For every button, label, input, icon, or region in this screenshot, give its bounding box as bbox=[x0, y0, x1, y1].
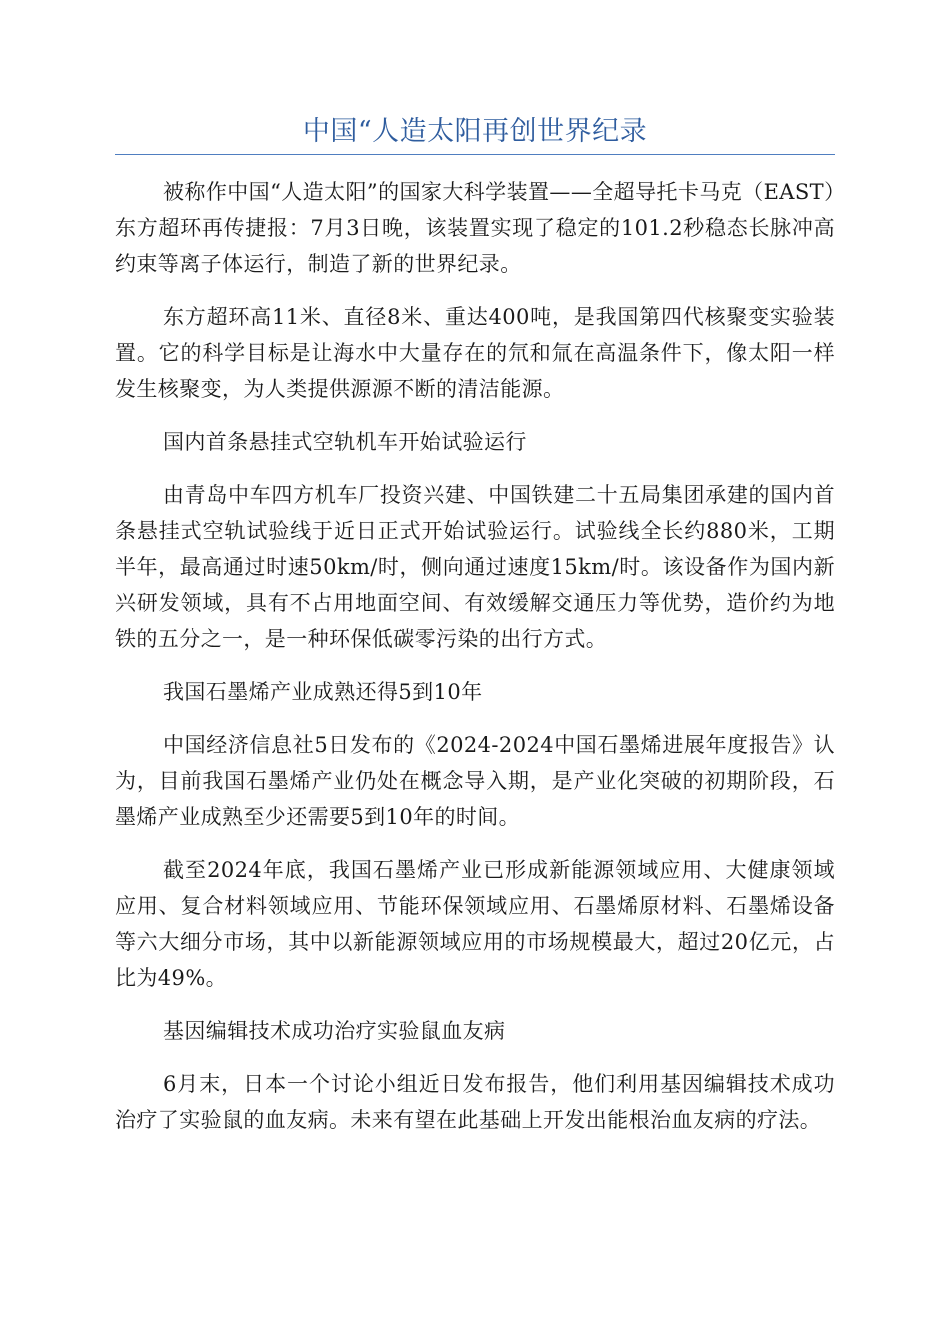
paragraph-east-record: 被称作中国“人造太阳”的国家大科学装置——全超导托卡马克（EAST）东方超环再传捷报：7月3日晚，该装置实现了稳定的101.2秒稳态长脉冲高约束等离子体运行，制造了新的世界纪录。 bbox=[115, 180, 835, 276]
paragraph-east-description: 东方超环高11米、直径8米、重达400吨，是我国第四代核聚变实验装置。它的科学目标是让海水中大量存在的氘和氚在高温条件下，像太阳一样发生核聚变，为人类提供源源不断的清洁能源。 bbox=[115, 305, 835, 401]
title-underline bbox=[115, 154, 835, 155]
heading-gene-editing: 基因编辑技术成功治疗实验鼠血友病 bbox=[163, 1019, 506, 1043]
document-body bbox=[115, 174, 835, 1155]
heading-suspended-rail: 国内首条悬挂式空轨机车开始试验运行 bbox=[163, 430, 527, 454]
paragraph-suspended-rail: 由青岛中车四方机车厂投资兴建、中国铁建二十五局集团承建的国内首条悬挂式空轨试验线于近日正式开始试验运行。试验线全长约880米，工期半年，最高通过时速50km/时，侧向通过速度15km/时。该设备作为国内新兴研发领域，具有不占用地面空间、有效缓解交通压力等优势，造价约为地铁的五分之一，是一种环保低碳零污染的出行方式。 bbox=[115, 483, 835, 651]
paragraph-graphene-report: 中国经济信息社5日发布的《2024-2024中国石墨烯进展年度报告》认为，目前我国石墨烯产业仍处在概念导入期，是产业化突破的初期阶段，石墨烯产业成熟至少还需要5到10年的时间。 bbox=[115, 733, 835, 829]
heading-graphene: 我国石墨烯产业成熟还得5到10年 bbox=[163, 680, 483, 704]
page-title: 中国“人造太阳再创世界纪录 bbox=[302, 116, 648, 147]
paragraph-gene-editing: 6月末，日本一个讨论小组近日发布报告，他们利用基因编辑技术成功治疗了实验鼠的血友病。未来有望在此基础上开发出能根治血友病的疗法。 bbox=[115, 1072, 835, 1132]
paragraph-graphene-market: 截至2024年底，我国石墨烯产业已形成新能源领域应用、大健康领域应用、复合材料领域应用、节能环保领域应用、石墨烯原材料、石墨烯设备等六大细分市场，其中以新能源领域应用的市场规模最大，超过20亿元，占比为49%。 bbox=[115, 858, 835, 990]
